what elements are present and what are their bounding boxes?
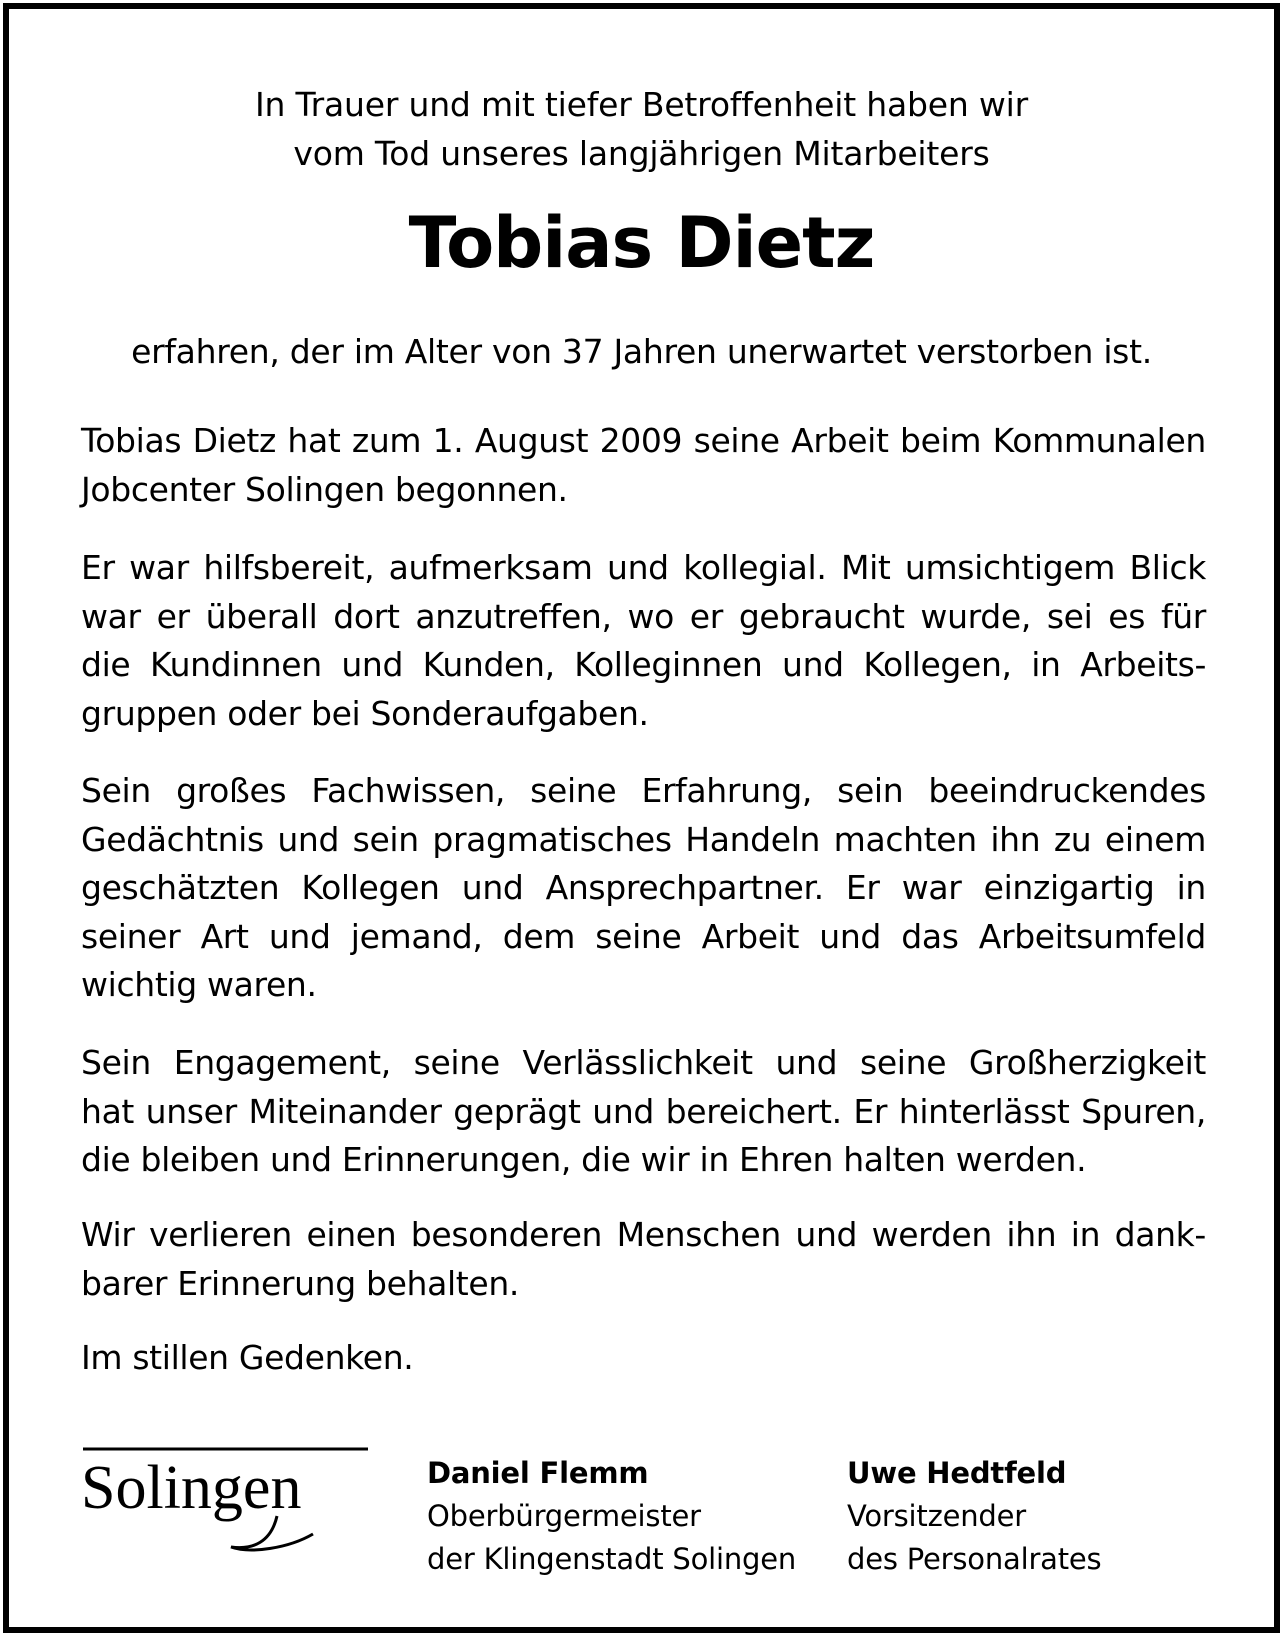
signatory-name: Daniel Flemm (427, 1456, 649, 1490)
signatory-staff-council (847, 1452, 1101, 1581)
solingen-logo-icon (81, 1446, 371, 1556)
paragraph-expertise (81, 767, 1206, 1010)
paragraph-line: Sein Engagement, seine Verlässlichkeit und seine Großherzigkeit (81, 1043, 1206, 1082)
paragraph-remembrance (81, 1211, 1206, 1308)
paragraph-line: Jobcenter Solingen begonnen. (81, 469, 568, 509)
paragraph-line: hat unser Miteinander geprägt und bereichert. Er hinterlässt Spuren, (81, 1091, 1206, 1131)
paragraph-line: geschätzten Kollegen und Ansprechpartner. Er war einzigartig in (81, 868, 1206, 907)
paragraph-line: barer Erinnerung behalten. (81, 1263, 520, 1303)
deceased-name: Tobias Dietz (408, 202, 875, 284)
paragraph-line: die Kundinnen und Kunden, Kolleginnen und Kollegen, in Arbeits- (81, 645, 1206, 684)
paragraph-line: wichtig waren. (81, 965, 317, 1004)
obituary-notice (3, 3, 1280, 1633)
paragraph-employment (81, 417, 1206, 514)
signatory-role: der Klingenstadt Solingen (427, 1542, 797, 1576)
paragraph-line: Sein großes Fachwissen, seine Erfahrung, sein beeindruckendes (81, 771, 1206, 810)
announcement-line: erfahren, der im Alter von 37 Jahren unerwartet verstorben ist. (131, 332, 1152, 371)
paragraph-closing (81, 1334, 1206, 1383)
paragraph-line: war er überall dort anzutreffen, wo er gebraucht wurde, sei es für (81, 596, 1206, 636)
paragraph-line: gruppen oder bei Sonderaufgaben. (81, 693, 649, 733)
paragraph-engagement (81, 1039, 1206, 1185)
paragraph-line: Gedächtnis und sein pragmatisches Handeln machten ihn zu einem (81, 819, 1206, 859)
paragraph-line: Er war hilfsbereit, aufmerksam und kollegial. Mit umsichtigem Blick (81, 548, 1206, 587)
paragraph-line: Wir verlieren einen besonderen Menschen und werden ihn in dank- (81, 1215, 1206, 1254)
intro-line-1: In Trauer und mit tiefer Betroffenheit haben wir (254, 85, 1028, 124)
solingen-logo (81, 1446, 371, 1556)
signatory-role: Vorsitzender (847, 1499, 1027, 1533)
signatory-role: des Personalrates (847, 1542, 1102, 1576)
signatory-mayor (427, 1452, 796, 1581)
signatory-role: Oberbürgermeister (427, 1499, 701, 1533)
intro-line-2: vom Tod unseres langjährigen Mitarbeiters (293, 134, 990, 173)
solingen-logo-text: Solingen (81, 1454, 302, 1522)
intro-text (9, 80, 1274, 178)
paragraph-line: Tobias Dietz hat zum 1. August 2009 seine Arbeit beim Kommunalen (81, 421, 1206, 460)
paragraph-line: Im stillen Gedenken. (81, 1338, 414, 1377)
signatory-name: Uwe Hedtfeld (847, 1456, 1067, 1490)
paragraph-line: die bleiben und Erinnerungen, die wir in Ehren halten werden. (81, 1140, 1087, 1179)
paragraph-line: seiner Art und jemand, dem seine Arbeit und das Arbeitsumfeld (81, 916, 1206, 956)
paragraph-character (81, 544, 1206, 738)
